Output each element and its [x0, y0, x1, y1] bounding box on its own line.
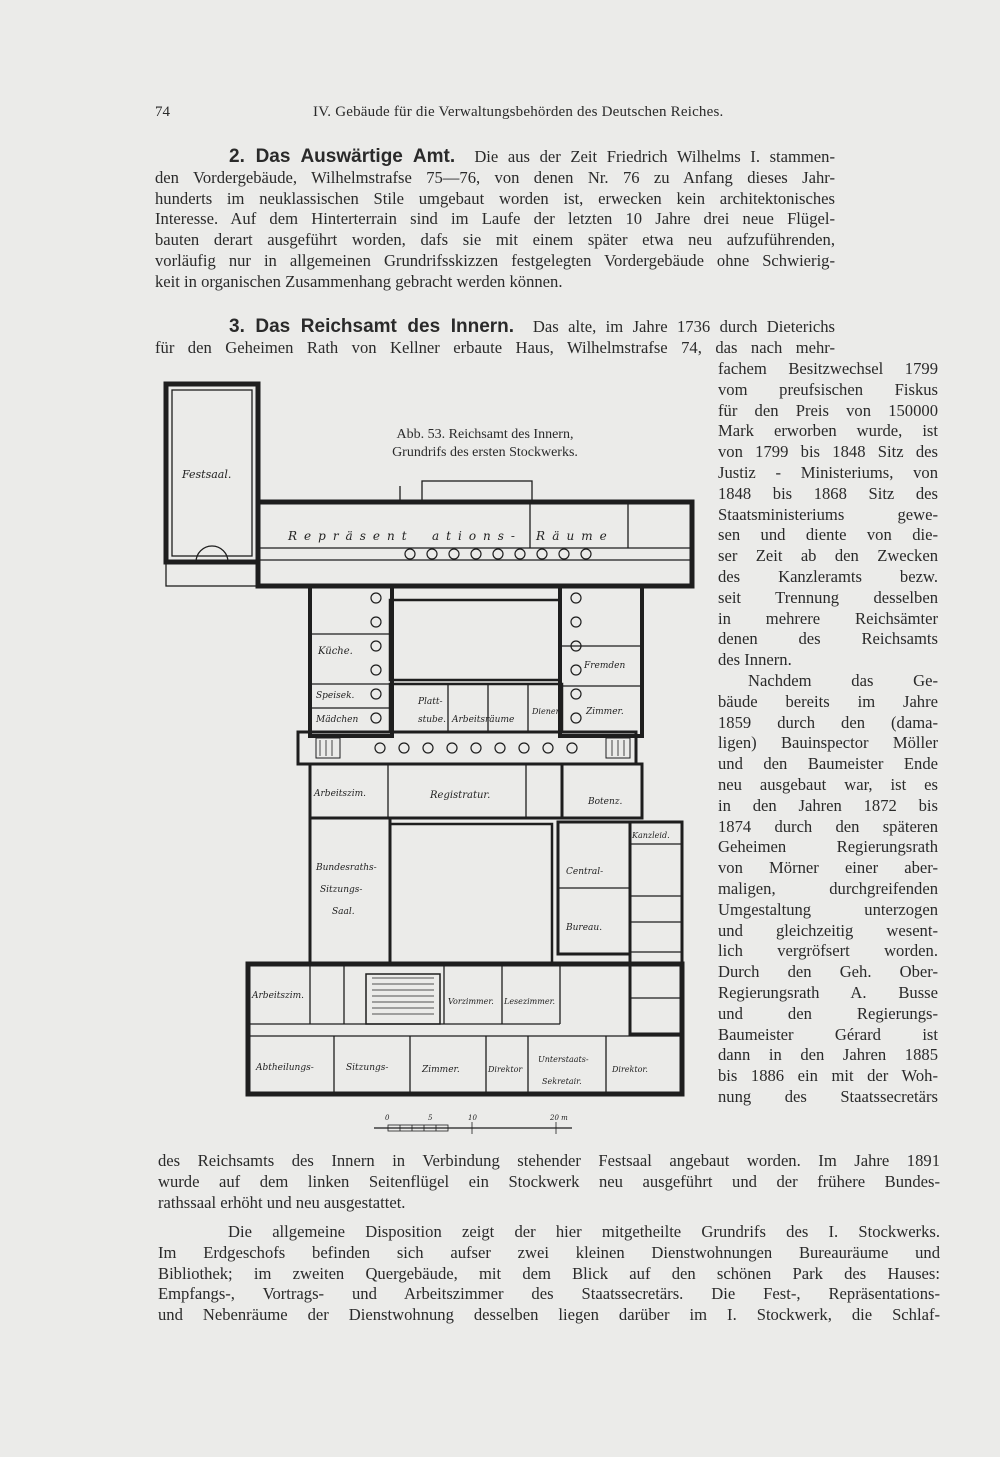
- room-label: ations-: [432, 529, 522, 543]
- text-line: Umgestaltung unterzogen: [718, 899, 938, 919]
- text-line: Interesse. Auf dem Hinterterrain sind im Laufe der letzten 10 Jahre drei neue Flügel-: [155, 209, 835, 229]
- text-line: Mark erworben wurde, ist: [718, 421, 938, 441]
- floor-plan: [160, 378, 700, 1140]
- text-line: Geheimen Regierungsrath: [718, 837, 938, 857]
- section-2-paragraph: [155, 147, 835, 293]
- text-line: Regierungsrath A. Busse: [718, 982, 938, 1002]
- room-label: Repräsent: [288, 529, 414, 543]
- scale-label: 5: [428, 1114, 433, 1122]
- scale-label: 10: [468, 1114, 477, 1122]
- text-line: bis 1886 ein mit der Woh-: [718, 1066, 938, 1086]
- room-label: Sitzungs-: [346, 1063, 389, 1073]
- text-line: in den Jahren 1872 bis: [718, 795, 938, 815]
- room-label: Arbeitsräume: [452, 715, 515, 725]
- room-label: Arbeitszim.: [252, 991, 305, 1001]
- text-line: des Innern.: [718, 650, 792, 670]
- text-line: 1874 durch den späteren: [718, 816, 938, 836]
- room-label: Registratur.: [430, 790, 491, 801]
- text-line: in mehrere Reichsämter: [718, 608, 938, 628]
- room-label: Küche.: [318, 646, 353, 657]
- text-line: für den Preis von 150000: [718, 400, 938, 420]
- room-label: Direktor: [488, 1065, 523, 1074]
- text-line: 1848 bis 1868 Sitz des: [718, 483, 938, 503]
- room-label: Räume: [536, 529, 614, 543]
- scale-label: 20 m: [550, 1114, 568, 1122]
- section-3-opening: [155, 317, 835, 359]
- text-line: Nachdem das Ge-: [748, 670, 938, 690]
- room-label: Abtheilungs-: [256, 1063, 314, 1073]
- section-3-first-line: [155, 317, 835, 338]
- room-label: Saal.: [332, 907, 355, 917]
- text-line: dann in den Jahren 1885: [718, 1045, 938, 1065]
- text-line: für den Geheimen Rath von Kellner erbaute Haus, Wilhelmstrafse 74, das nach mehr-: [155, 337, 835, 357]
- text-line: und den Regierungs-: [718, 1003, 938, 1023]
- room-label: Sekretair.: [542, 1077, 582, 1086]
- text-line: von 1799 bis 1848 Sitz des: [718, 442, 938, 462]
- plan-walls: [166, 384, 692, 1094]
- text-line: und gleichzeitig wesent-: [718, 920, 938, 940]
- page-number: 74: [155, 104, 170, 120]
- text-line: Empfangs-, Vortrags- und Arbeitszimmer des Staatssecretärs. Die Fest-, Repräsentations-: [158, 1284, 940, 1304]
- text-line: nung des Staatssecretärs: [718, 1086, 938, 1106]
- caption-line: Abb. 53. Reichsamt des Innern,: [396, 427, 574, 442]
- continuation-paragraph: [158, 1151, 940, 1213]
- room-label: Botenz.: [588, 797, 623, 807]
- running-head: IV. Gebäude für die Verwaltungsbehörden des Deutschen Reiches.: [313, 104, 724, 120]
- room-label: Direktor.: [612, 1065, 648, 1074]
- section-2-first-line: [155, 147, 835, 168]
- section-3-title: 3. Das Reichsamt des Innern.: [229, 316, 515, 337]
- text-line: sen und diente von die-: [718, 525, 938, 545]
- room-label: Bureau.: [566, 923, 603, 933]
- room-label: Kanzleid.: [632, 831, 670, 840]
- text-line: ligen) Bauinspector Möller: [718, 733, 938, 753]
- room-label: Zimmer.: [586, 707, 624, 717]
- text-line: bäude bereits im Jahre: [718, 691, 938, 711]
- room-label: Diener: [532, 707, 560, 716]
- text-line: Bibliothek; im zweiten Quergebäude, mit dem Blick auf den schönen Park des Hauses:: [158, 1263, 940, 1283]
- text-line: vom preufsischen Fiskus: [718, 379, 938, 399]
- room-label: Platt-: [418, 697, 443, 707]
- room-label: Arbeitszim.: [314, 789, 367, 799]
- scale-bar: [374, 1114, 572, 1134]
- room-label: Sitzungs-: [320, 885, 363, 895]
- text-line: Staatsministeriums gewe-: [718, 504, 938, 524]
- room-label: Zimmer.: [422, 1065, 460, 1075]
- text-line: denen des Reichsamts: [718, 629, 938, 649]
- section-2-title: 2. Das Auswärtige Amt.: [229, 146, 456, 167]
- right-column-text: [718, 359, 938, 1108]
- disposition-paragraph: [158, 1222, 940, 1326]
- room-label: Fremden: [584, 661, 626, 671]
- text-line: vorläufig nur in allgemeinen Grundrifsskizzen festgelegten Vordergebäude ohne Schwierig-: [155, 250, 835, 270]
- text-line: neu ausgebaut war, ist es: [718, 774, 938, 794]
- text-line: den Vordergebäude, Wilhelmstrafse 75—76, von denen Nr. 76 zu Anfang dieses Jahr-: [155, 167, 835, 187]
- room-label: Central-: [566, 867, 604, 877]
- room-label: Festsaal.: [182, 468, 232, 481]
- text-line: Im Erdgeschofs befinden sich aufser zwei kleinen Dienstwohnungen Bureauräume und: [158, 1242, 940, 1262]
- text-line: und den Baumeister Ende: [718, 754, 938, 774]
- text-line: Die allgemeine Disposition zeigt der hier mitgetheilte Grundrifs des I. Stockwerks.: [228, 1222, 940, 1241]
- text-line: keit in organischen Zusammenhang gebracht werden können.: [155, 271, 563, 291]
- text-line: und Nebenräume der Dienstwohnung desselben liegen darüber im I. Stockwerk, die Schlaf-: [158, 1305, 940, 1325]
- room-label: Unterstaats-: [538, 1055, 589, 1064]
- room-label: Lesezimmer.: [504, 997, 556, 1006]
- page-header: [155, 104, 825, 128]
- text-line: bauten derart ausgeführt worden, dafs sie mit einem später etwa neu aufzuführenden,: [155, 230, 835, 250]
- room-label: stube.: [418, 715, 446, 725]
- room-label: Bundesraths-: [316, 863, 377, 873]
- text-line: hunderts im neuklassischen Stile umgebaut worden ist, erwecken kein architektonisches: [155, 188, 835, 208]
- text-line: wurde auf dem linken Seitenflügel ein Stockwerk neu ausgeführt und der frühere Bundes-: [158, 1171, 940, 1191]
- plan-staircases: [320, 740, 624, 1014]
- text-line: von Mörner einer aber-: [718, 858, 938, 878]
- text-line: des Reichsamts des Innern in Verbindung stehender Festsaal angebaut worden. Im Jahre 1891: [158, 1151, 940, 1170]
- text-line: Die aus der Zeit Friedrich Wilhelms I. stammen-: [474, 147, 835, 166]
- text-line: fachem Besitzwechsel 1799: [718, 359, 938, 378]
- text-line: lich vergröfsert worden.: [718, 941, 938, 961]
- text-line: des Kanzleramts bezw.: [718, 566, 938, 586]
- text-line: Das alte, im Jahre 1736 durch Dieterichs: [532, 317, 835, 336]
- text-line: rathssaal erhöht und neu ausgestattet.: [158, 1192, 406, 1212]
- text-line: Baumeister Gérard ist: [718, 1024, 938, 1044]
- room-label: Speisek.: [316, 691, 355, 701]
- text-line: Justiz - Ministeriums, von: [718, 462, 938, 482]
- room-label: Vorzimmer.: [448, 997, 494, 1006]
- room-label: Mädchen: [316, 715, 359, 725]
- text-line: maligen, durchgreifenden: [718, 878, 938, 898]
- text-line: Durch den Geh. Ober-: [718, 962, 938, 982]
- scale-label: 0: [385, 1114, 390, 1122]
- text-line: seit Trennung desselben: [718, 587, 938, 607]
- caption-line: Grundrifs des ersten Stockwerks.: [392, 445, 578, 460]
- text-line: 1859 durch den (dama-: [718, 712, 938, 732]
- text-line: ser Zeit ab den Zwecken: [718, 546, 938, 566]
